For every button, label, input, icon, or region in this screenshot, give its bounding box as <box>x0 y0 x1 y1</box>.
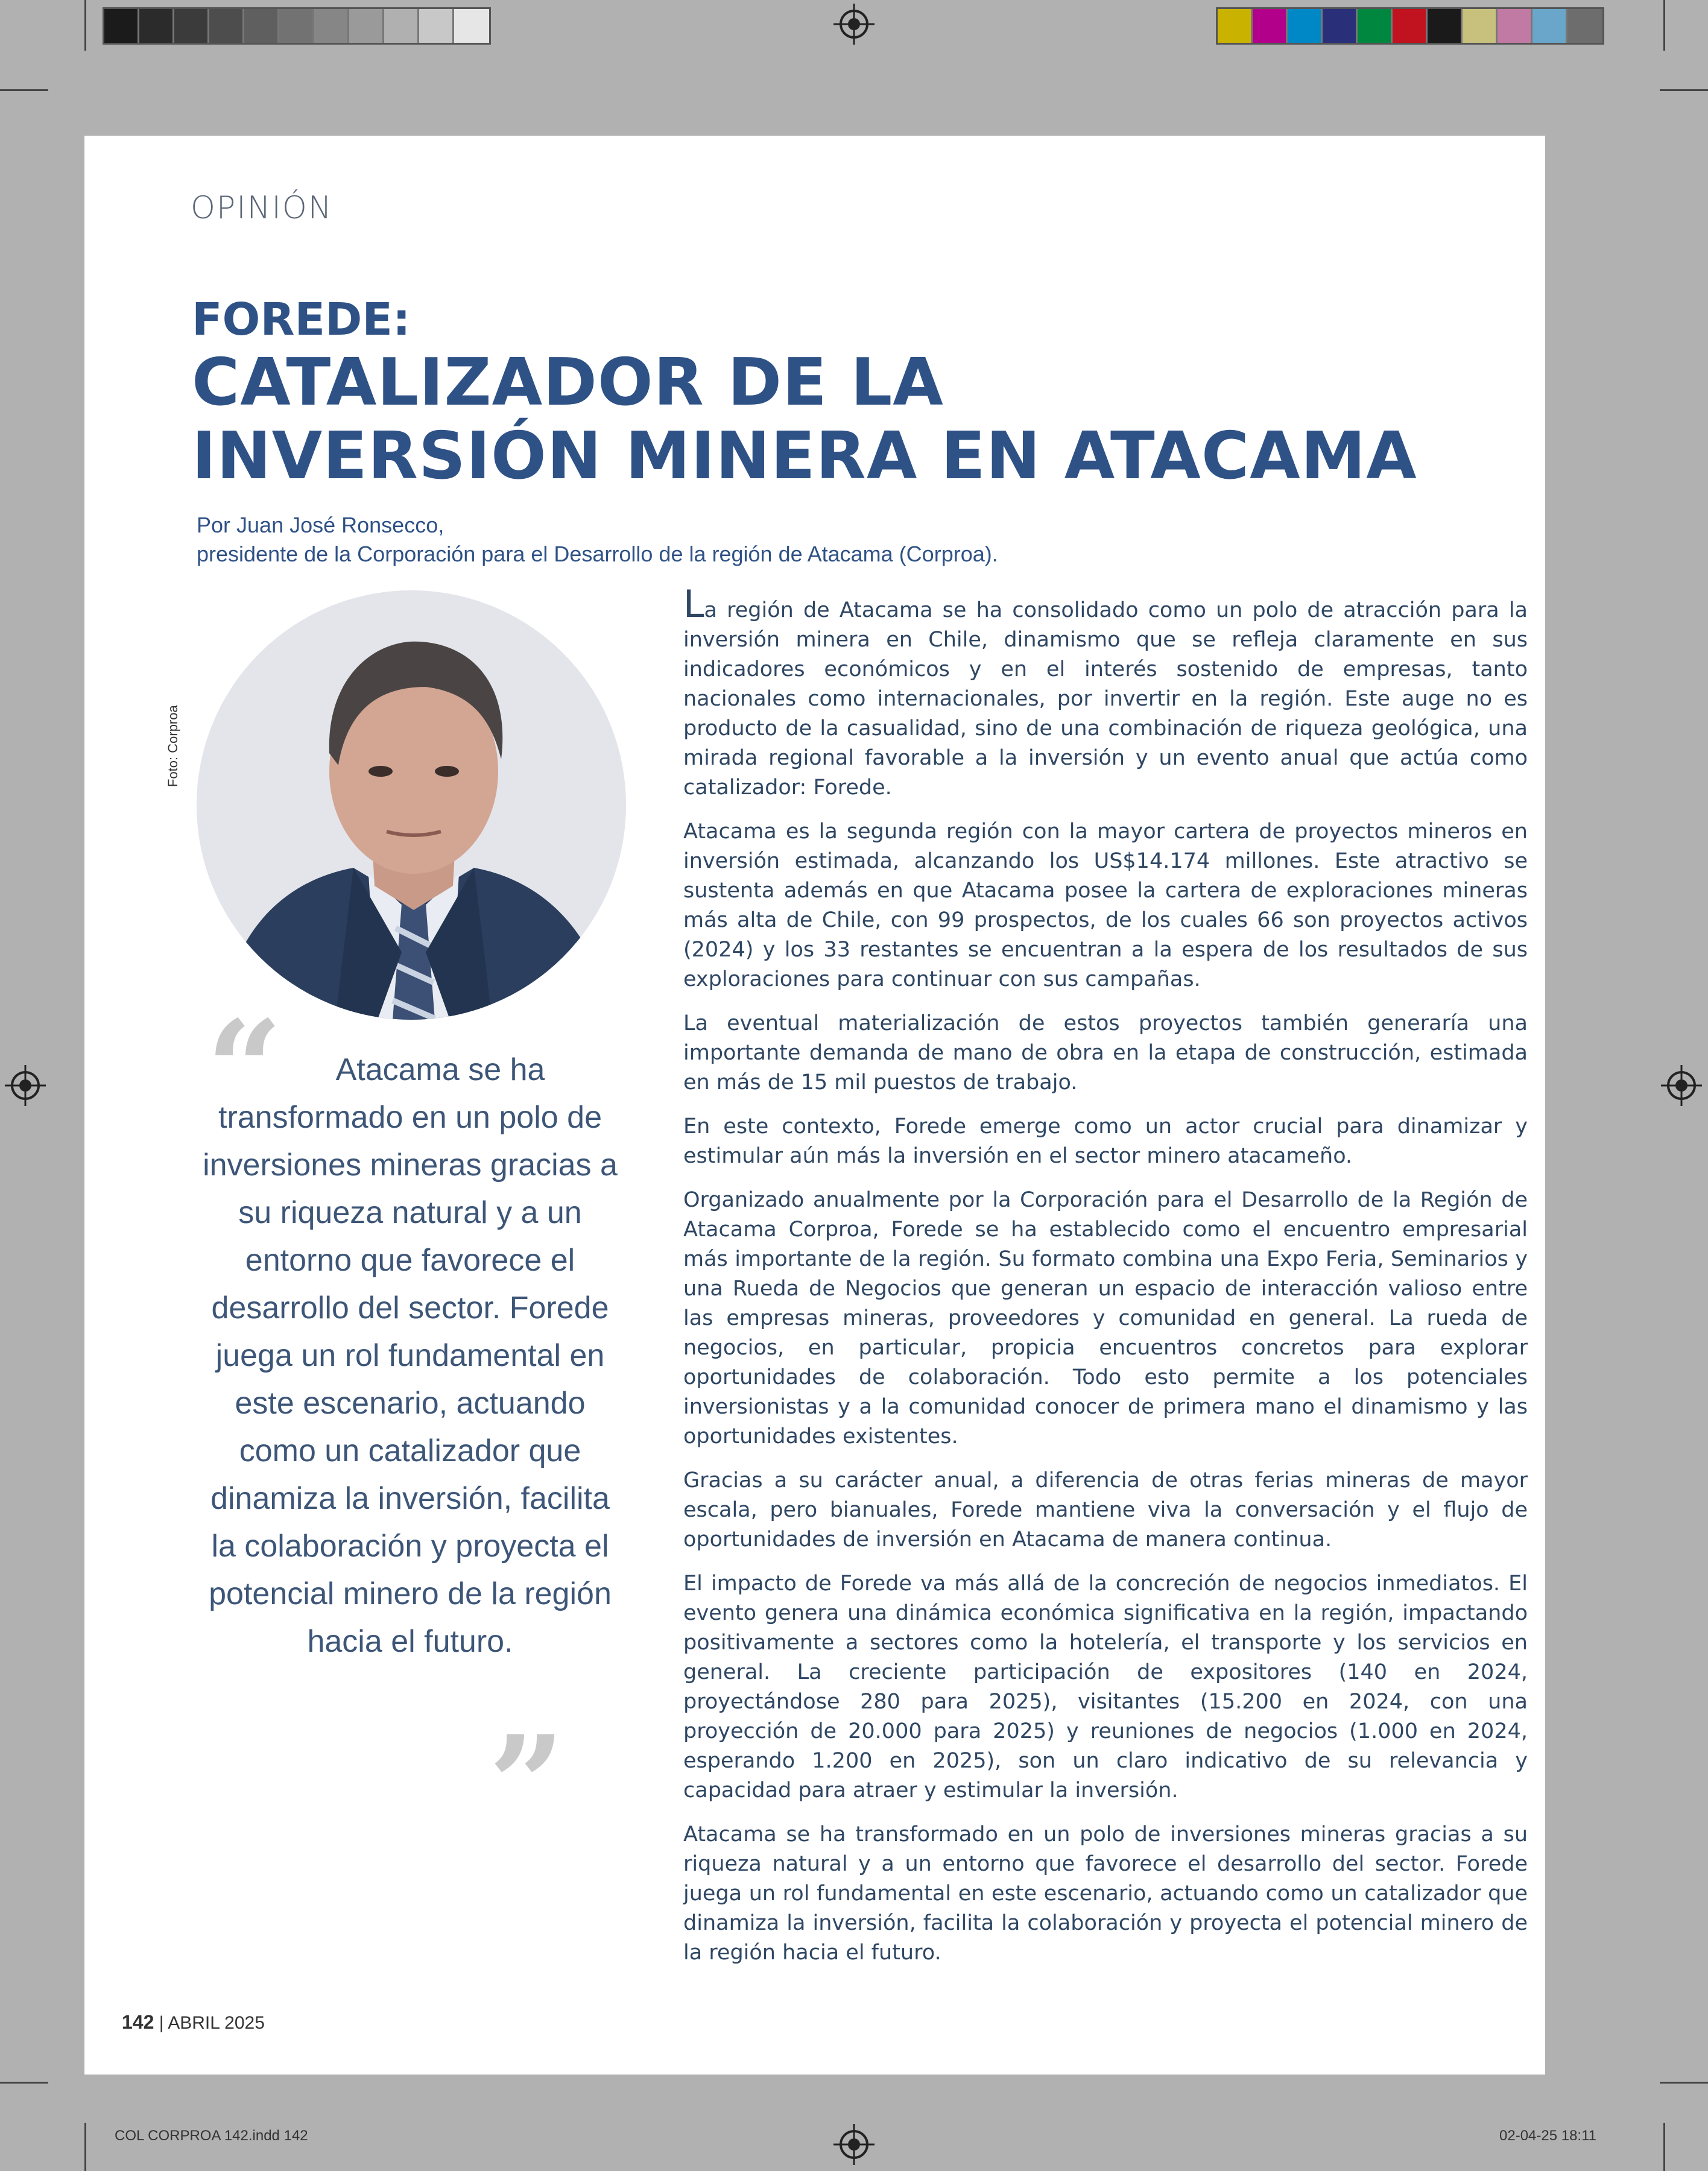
color-swatch <box>1463 9 1498 43</box>
slug-filename: COL CORPROA 142.indd 142 <box>115 2128 308 2144</box>
paragraph: La eventual materialización de estos proyectos también generaría una importante demanda de mano de obra en la etapa de construcción, estimada en más de 15 mil puestos de trabajo. <box>683 1011 1528 1095</box>
title-line-1: FOREDE: <box>192 294 411 346</box>
color-swatch <box>1218 9 1253 43</box>
author-portrait <box>197 590 626 1020</box>
crop-mark <box>1660 89 1708 91</box>
color-swatch <box>174 9 209 43</box>
slug-timestamp: 02-04-25 18:11 <box>1499 2128 1597 2144</box>
color-swatch <box>244 9 279 43</box>
article-title <box>192 294 1417 494</box>
color-swatch <box>1567 9 1602 43</box>
grayscale-color-bar <box>103 7 491 45</box>
crop-mark <box>0 89 48 91</box>
photo-credit: Foto: Corproa <box>165 705 180 787</box>
drop-cap: L <box>683 582 704 626</box>
crop-mark <box>1663 2123 1665 2171</box>
paragraph: Gracias a su carácter anual, a diferencia de otras ferias mineras de mayor escala, pero bianuales, Forede mantiene viva la conversación y el flujo de oportunidades de inversión en Atacama de manera continua. <box>683 1468 1528 1552</box>
color-swatch <box>1393 9 1428 43</box>
color-swatch <box>104 9 139 43</box>
close-quote-icon: ” <box>489 1706 565 1862</box>
registration-mark-left-icon <box>11 1071 40 1100</box>
portrait-illustration <box>197 590 626 1020</box>
color-swatch <box>139 9 174 43</box>
crop-mark <box>1660 2082 1708 2084</box>
color-swatch <box>349 9 384 43</box>
title-line-2: CATALIZADOR DE LA <box>192 345 944 420</box>
color-swatch <box>209 9 244 43</box>
paragraph: En este contexto, Forede emerge como un actor crucial para dinamizar y estimular aún más la inversión en el sector minero atacameño. <box>683 1114 1528 1168</box>
author-role: presidente de la Corporación para el Desarrollo de la región de Atacama (Corproa). <box>197 542 998 566</box>
color-swatch <box>1428 9 1463 43</box>
crop-mark <box>84 0 86 51</box>
color-swatch <box>1358 9 1393 43</box>
paragraph: El impacto de Forede va más allá de la concreción de negocios inmediatos. El evento genera una dinámica económica significativa en la región, impactando positivamente a sectores como la hotelería, el transporte y los servicios en general. La creciente participación de expositores (140 en 2024, proyectándose 280 para 2025), visitantes (15.200 en 2024, con una proyección de 20.000 para 2025) y reuniones de negocios (1.000 en 2024, esperando 1.200 en 2025), son un claro indicativo de su relevancia y capacidad para atraer y estimular la inversión. <box>683 1572 1528 1803</box>
paragraph: La región de Atacama se ha consolidado como un polo de atracción para la inversión minera en Chile, dinamismo que se refleja claramente en sus indicadores económicos y en el interés sostenido de empresas, tanto nacionales como internacionales, por invertir en la región. Este auge no es producto de la casualidad, sino de una combinación de riqueza geológica, una mirada regional favorable a la inversión y un evento anual que actúa como catalizador: Forede. <box>683 582 1528 800</box>
color-swatch <box>1288 9 1323 43</box>
color-swatch <box>384 9 419 43</box>
author-name: Por Juan José Ronsecco, <box>197 513 444 537</box>
paragraph: Atacama se ha transformado en un polo de inversiones mineras gracias a su riqueza natural y a un entorno que favorece el desarrollo del sector. Forede juega un rol fundamental en este escenario, actuando como un catalizador que dinamiza la inversión, facilita la colaboración y proyecta el potencial minero de la región hacia el futuro. <box>683 1822 1528 1965</box>
color-swatch <box>314 9 349 43</box>
title-line-3: INVERSIÓN MINERA EN ATACAMA <box>192 419 1417 494</box>
color-swatch <box>1532 9 1567 43</box>
crop-mark <box>0 2082 48 2084</box>
paragraph: Organizado anualmente por la Corporación para el Desarrollo de la Región de Atacama Corproa, Forede se ha establecido como el encuentro empresarial más importante de la región. Su formato combina una Expo Feria, Seminarios y una Rueda de Negocios que generan un espacio de interacción valioso entre las empresas mineras, proveedores y comunidad en general. La rueda de negocios, en particular, propicia encuentros concretos para explorar oportunidades de colaboración. Todo esto permite a los potenciales inversionistas y a la comunidad conocer de primera mano el dinamismo y las oportunidades existentes. <box>683 1188 1528 1449</box>
footer-separator: | <box>159 2013 164 2033</box>
page-number: 142 <box>122 2011 154 2033</box>
crop-mark <box>84 2123 86 2171</box>
article-body <box>683 582 1528 1982</box>
issue-date: ABRIL 2025 <box>168 2013 265 2033</box>
page-footer <box>122 2011 265 2034</box>
color-swatch <box>419 9 454 43</box>
magazine-page <box>84 136 1545 2075</box>
registration-mark-top-icon <box>840 10 868 39</box>
registration-mark-right-icon <box>1667 1071 1696 1100</box>
color-swatch <box>279 9 314 43</box>
paragraph: Atacama es la segunda región con la mayor cartera de proyectos mineros en inversión estimada, alcanzando los US$14.174 millones. Este atractivo se sustenta además en que Atacama posee la cartera de exploraciones mineras más alta de Chile, con 99 prospectos, de los cuales 66 son proyectos activos (2024) y los 33 restantes se encuentran a la espera de los resultados de sus exploraciones para continuar con sus campañas. <box>683 820 1528 991</box>
color-swatch <box>1323 9 1358 43</box>
color-swatch <box>1498 9 1532 43</box>
open-quote-icon: “ <box>206 991 283 1147</box>
cmyk-color-bar <box>1216 7 1604 45</box>
registration-mark-bottom-icon <box>840 2130 868 2159</box>
color-swatch <box>1253 9 1288 43</box>
crop-mark <box>1663 0 1665 51</box>
color-swatch <box>454 9 489 43</box>
pull-quote: Atacama se ha transformado en un polo de inversiones mineras gracias a su riqueza natural y a un entorno que favorece el desarrollo del sector. Forede juega un rol fundamental en este escenario, actuando como un catalizador que dinamiza la inversión, facilita la colaboración y proyecta el potencial minero de la región hacia el futuro. <box>203 1052 618 1659</box>
section-label: OPINIÓN <box>191 190 333 226</box>
byline <box>197 511 998 569</box>
